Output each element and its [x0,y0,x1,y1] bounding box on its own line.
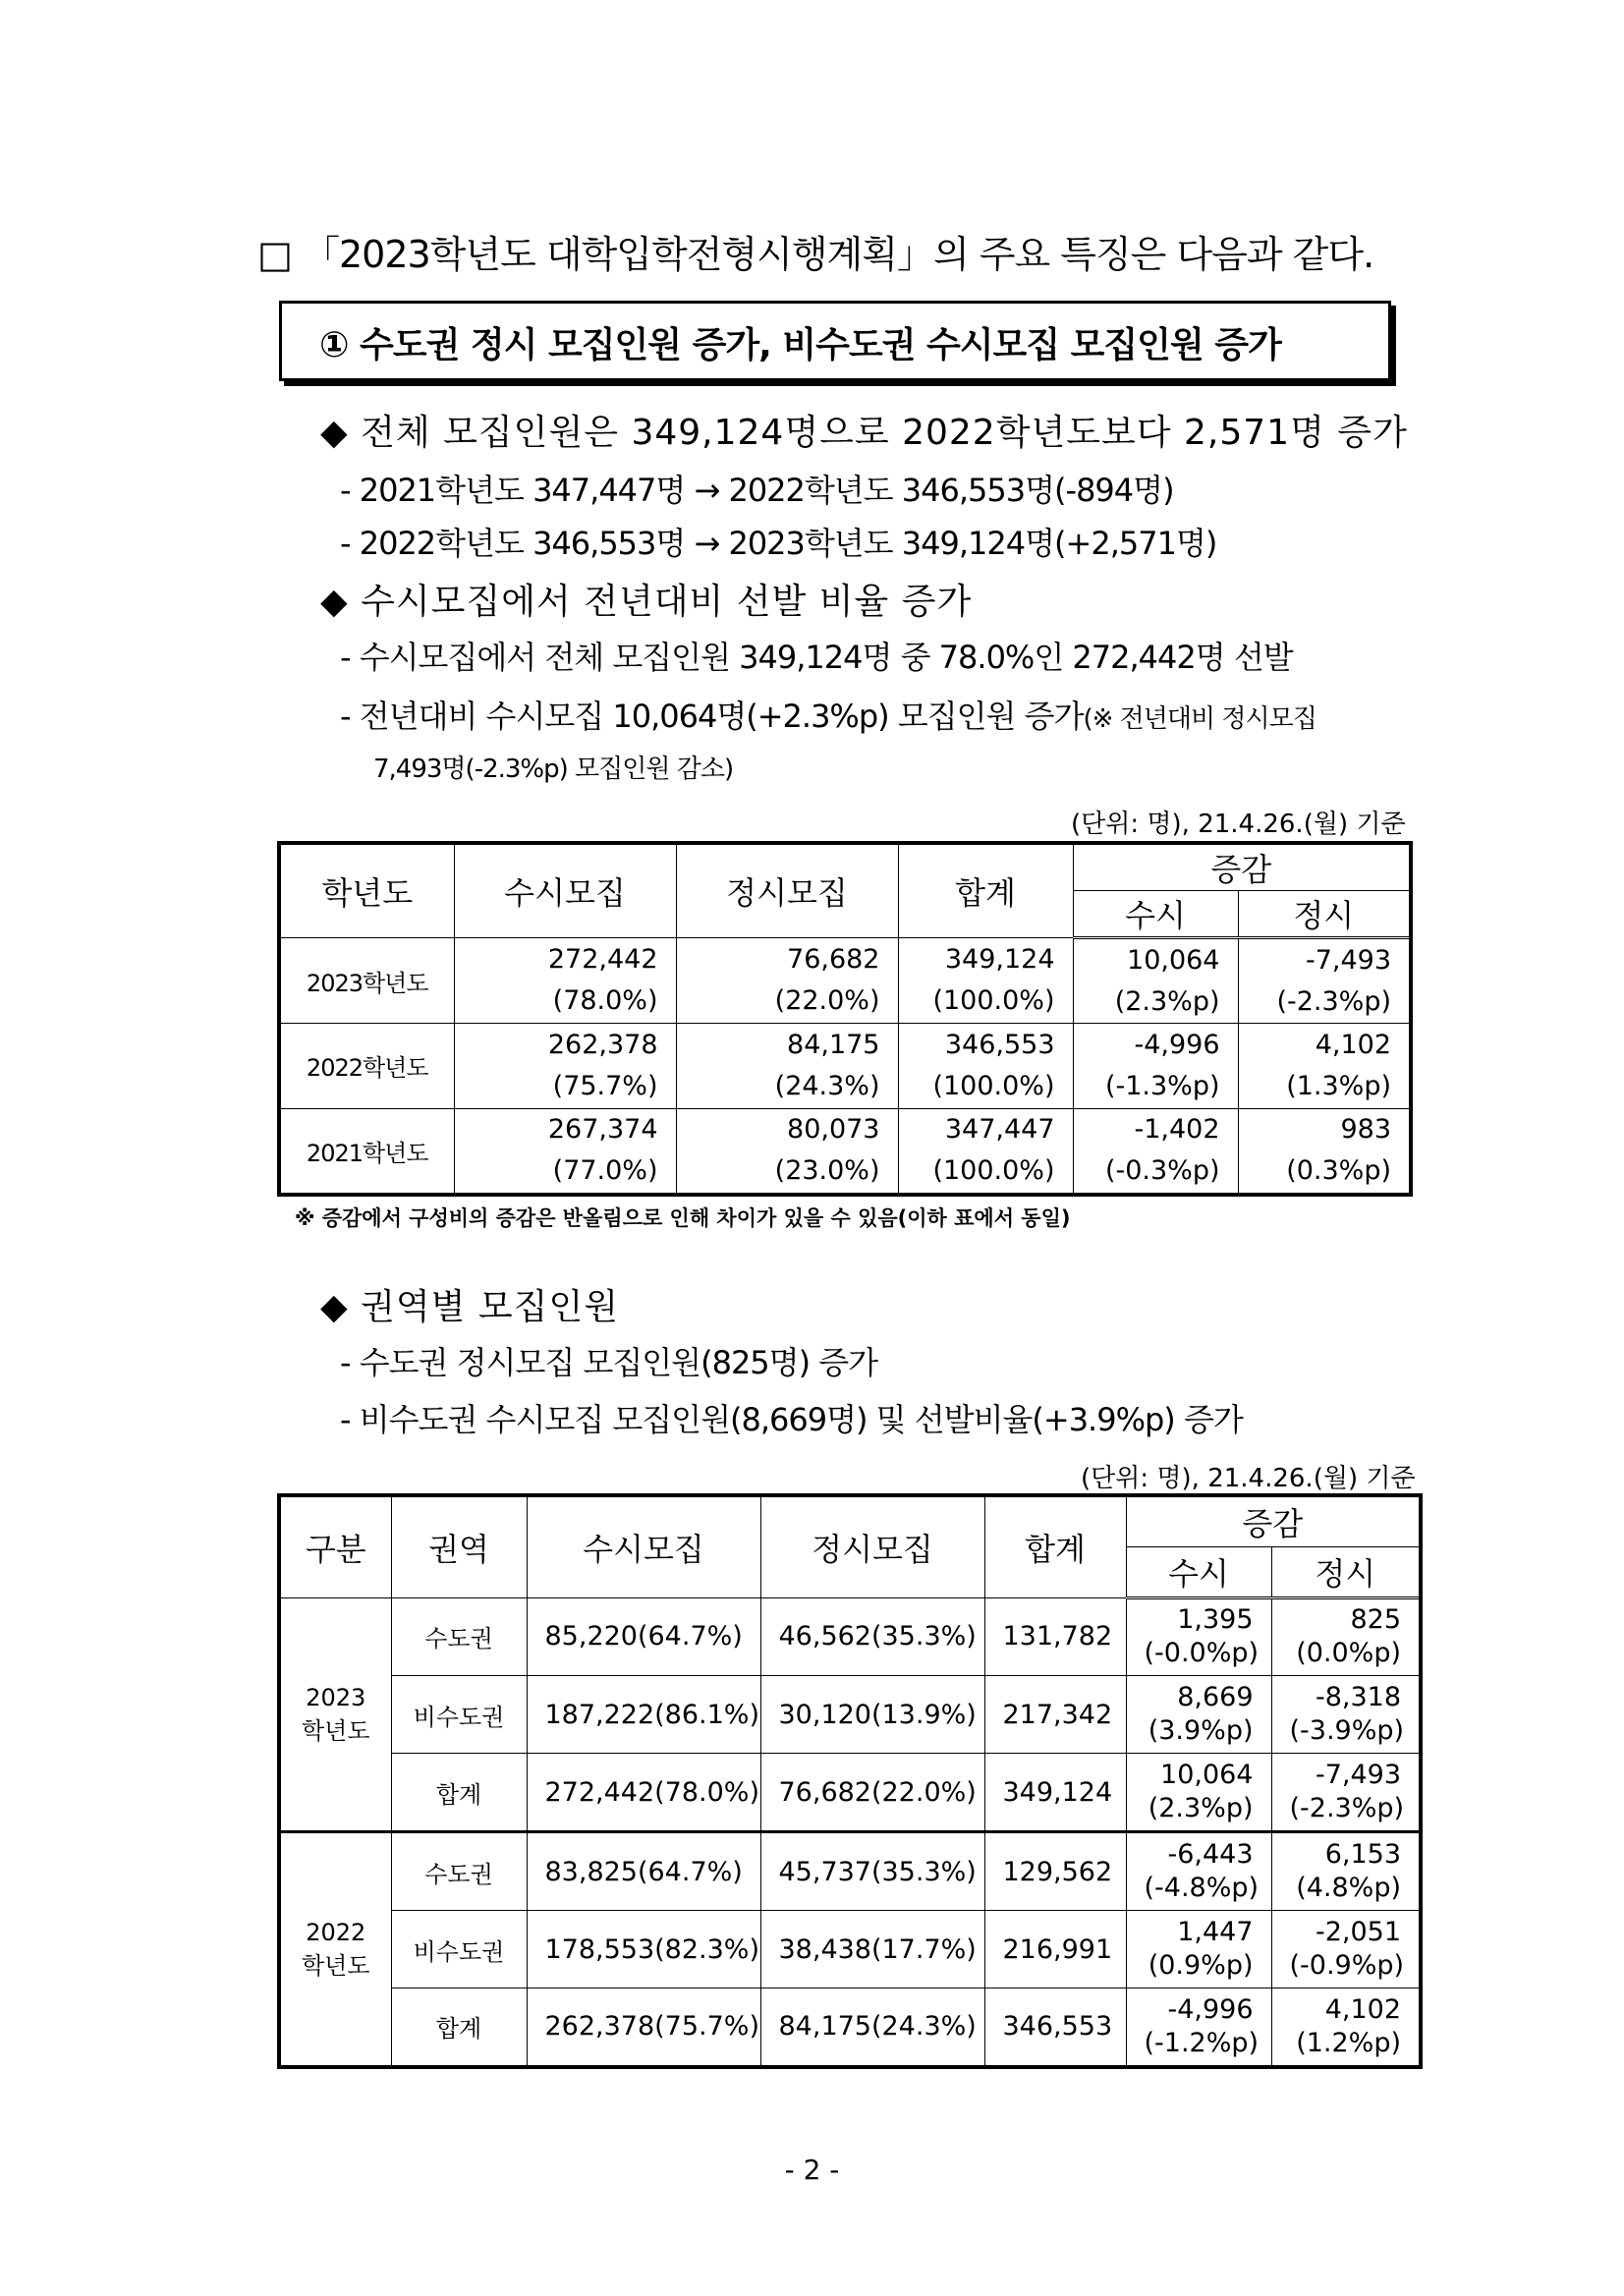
region-cell: 수도권 [391,1597,527,1676]
total-cell: 131,782 [984,1597,1126,1676]
total-cell: 346,553 [984,1988,1126,2067]
table-row [279,1832,1421,1911]
table-row [279,1597,1421,1676]
susi-cell: 262,378(75.7%) [527,1988,760,2067]
jeongsi-cell: 84,175 (24.3%) [676,1024,898,1108]
change-jeongsi-cell: 4,102 (1.2%p) [1271,1988,1421,2067]
bullet-region: ◆ 권역별 모집인원 [320,1287,620,1327]
susi-cell: 267,374 (77.0%) [454,1108,676,1195]
total-cell: 346,553 (100.0%) [898,1024,1073,1108]
page-number: - 2 - [784,2154,840,2186]
bullet-total: ◆ 전체 모집인원은 349,124명으로 2022학년도보다 2,571명 증가 [320,413,1408,453]
change-susi-cell: 10,064 (2.3%p) [1073,938,1238,1024]
unit-label: (단위: 명), 21.4.26.(월) 기준 [1071,810,1406,839]
dash-text: - 전년대비 수시모집 10,064명(+2.3%p) 모집인원 증가 [340,698,1084,735]
col-header-change: 증감 [1126,1495,1421,1546]
table-row [279,1911,1421,1988]
change-susi-cell: 8,669 (3.9%p) [1126,1676,1271,1754]
col-header-jeongsi: 정시모집 [676,843,898,938]
jeongsi-cell: 30,120(13.9%) [760,1676,984,1754]
jeongsi-cell: 76,682(22.0%) [760,1754,984,1832]
jeongsi-cell: 76,682 (22.0%) [676,938,898,1024]
dash-item: - 수시모집에서 전체 모집인원 349,124명 중 78.0%인 272,442명 선발 [340,639,1293,676]
region-cell: 합계 [391,1988,527,2067]
change-jeongsi-cell: -8,318 (-3.9%p) [1271,1676,1421,1754]
year-cell: 2023학년도 [279,938,454,1024]
region-cell: 비수도권 [391,1911,527,1988]
col-header-total: 합계 [984,1495,1126,1597]
col-header-region: 권역 [391,1495,527,1597]
dash-item: - 2022학년도 346,553명 → 2023학년도 349,124명(+2,571명) [340,525,1217,562]
col-header-change: 증감 [1073,843,1411,891]
table-row [279,938,1411,1024]
change-jeongsi-cell: 6,153 (4.8%p) [1271,1832,1421,1911]
year-cell: 2021학년도 [279,1108,454,1195]
col-header-change-susi: 수시 [1073,891,1238,938]
year-cell: 2023 학년도 [279,1597,391,1832]
col-header-change-susi: 수시 [1126,1546,1271,1597]
change-susi-cell: -4,996 (-1.3%p) [1073,1024,1238,1108]
col-header-change-jeongsi: 정시 [1271,1546,1421,1597]
total-cell: 217,342 [984,1676,1126,1754]
section-title: ① 수도권 정시 모집인원 증가, 비수도권 수시모집 모집인원 증가 [319,325,1281,365]
change-susi-cell: -1,402 (-0.3%p) [1073,1108,1238,1195]
susi-cell: 272,442 (78.0%) [454,938,676,1024]
change-jeongsi-cell: -7,493 (-2.3%p) [1271,1754,1421,1832]
susi-cell: 83,825(64.7%) [527,1832,760,1911]
change-susi-cell: -6,443 (-4.8%p) [1126,1832,1271,1911]
total-cell: 216,991 [984,1911,1126,1988]
total-cell: 129,562 [984,1832,1126,1911]
region-cell: 비수도권 [391,1676,527,1754]
dash-item: - 비수도권 수시모집 모집인원(8,669명) 및 선발비율(+3.9%p) 증가 [340,1401,1243,1438]
table-header-row [279,843,1411,891]
change-susi-cell: 1,447 (0.9%p) [1126,1911,1271,1988]
dash-item [340,692,1316,737]
section-title-box [279,301,1391,381]
susi-cell: 178,553(82.3%) [527,1911,760,1988]
jeongsi-cell: 45,737(35.3%) [760,1832,984,1911]
change-jeongsi-cell: 983 (0.3%p) [1238,1108,1411,1195]
region-cell: 합계 [391,1754,527,1832]
year-cell: 2022학년도 [279,1024,454,1108]
total-cell: 349,124 (100.0%) [898,938,1073,1024]
year-cell: 2022 학년도 [279,1832,391,2067]
dash-item: - 수도권 정시모집 모집인원(825명) 증가 [340,1344,878,1381]
dash-item: - 2021학년도 347,447명 → 2022학년도 346,553명(-894명) [340,472,1174,509]
col-header-total: 합계 [898,843,1073,938]
susi-cell: 262,378 (75.7%) [454,1024,676,1108]
change-jeongsi-cell: -2,051 (-0.9%p) [1271,1911,1421,1988]
intro-text: □ 「2023학년도 대학입학전형시행계획」의 주요 특징은 다음과 같다. [257,233,1374,276]
jeongsi-cell: 80,073 (23.0%) [676,1108,898,1195]
jeongsi-cell: 46,562(35.3%) [760,1597,984,1676]
change-jeongsi-cell: 825 (0.0%p) [1271,1597,1421,1676]
col-header-susi: 수시모집 [454,843,676,938]
unit-label: (단위: 명), 21.4.26.(월) 기준 [1081,1464,1416,1493]
table-row [279,1108,1411,1195]
table-row [279,1988,1421,2067]
col-header-year: 학년도 [279,843,454,938]
region-cell: 수도권 [391,1832,527,1911]
table-header-row [279,1495,1421,1546]
table-row [279,1754,1421,1832]
table-row [279,1676,1421,1754]
change-jeongsi-cell: 4,102 (1.3%p) [1238,1024,1411,1108]
susi-cell: 272,442(78.0%) [527,1754,760,1832]
change-susi-cell: 1,395 (-0.0%p) [1126,1597,1271,1676]
total-cell: 347,447 (100.0%) [898,1108,1073,1195]
susi-cell: 85,220(64.7%) [527,1597,760,1676]
table-regional [277,1493,1423,2069]
change-susi-cell: 10,064 (2.3%p) [1126,1754,1271,1832]
change-susi-cell: -4,996 (-1.2%p) [1126,1988,1271,2067]
total-cell: 349,124 [984,1754,1126,1832]
col-header-susi: 수시모집 [527,1495,760,1597]
change-jeongsi-cell: -7,493 (-2.3%p) [1238,938,1411,1024]
dash-note-cont: 7,493명(-2.3%p) 모집인원 감소) [373,755,734,784]
col-header-gubun: 구분 [279,1495,391,1597]
dash-note: (※ 전년대비 정시모집 [1083,704,1316,734]
jeongsi-cell: 38,438(17.7%) [760,1911,984,1988]
susi-cell: 187,222(86.1%) [527,1676,760,1754]
table-footnote: ※ 증감에서 구성비의 증감은 반올림으로 인해 차이가 있을 수 있음(이하 표에서 동일) [295,1206,1071,1230]
table-yearly [277,841,1413,1197]
bullet-susi-ratio: ◆ 수시모집에서 전년대비 선발 비율 증가 [320,582,973,622]
jeongsi-cell: 84,175(24.3%) [760,1988,984,2067]
table-row [279,1024,1411,1108]
col-header-change-jeongsi: 정시 [1238,891,1411,938]
col-header-jeongsi: 정시모집 [760,1495,984,1597]
